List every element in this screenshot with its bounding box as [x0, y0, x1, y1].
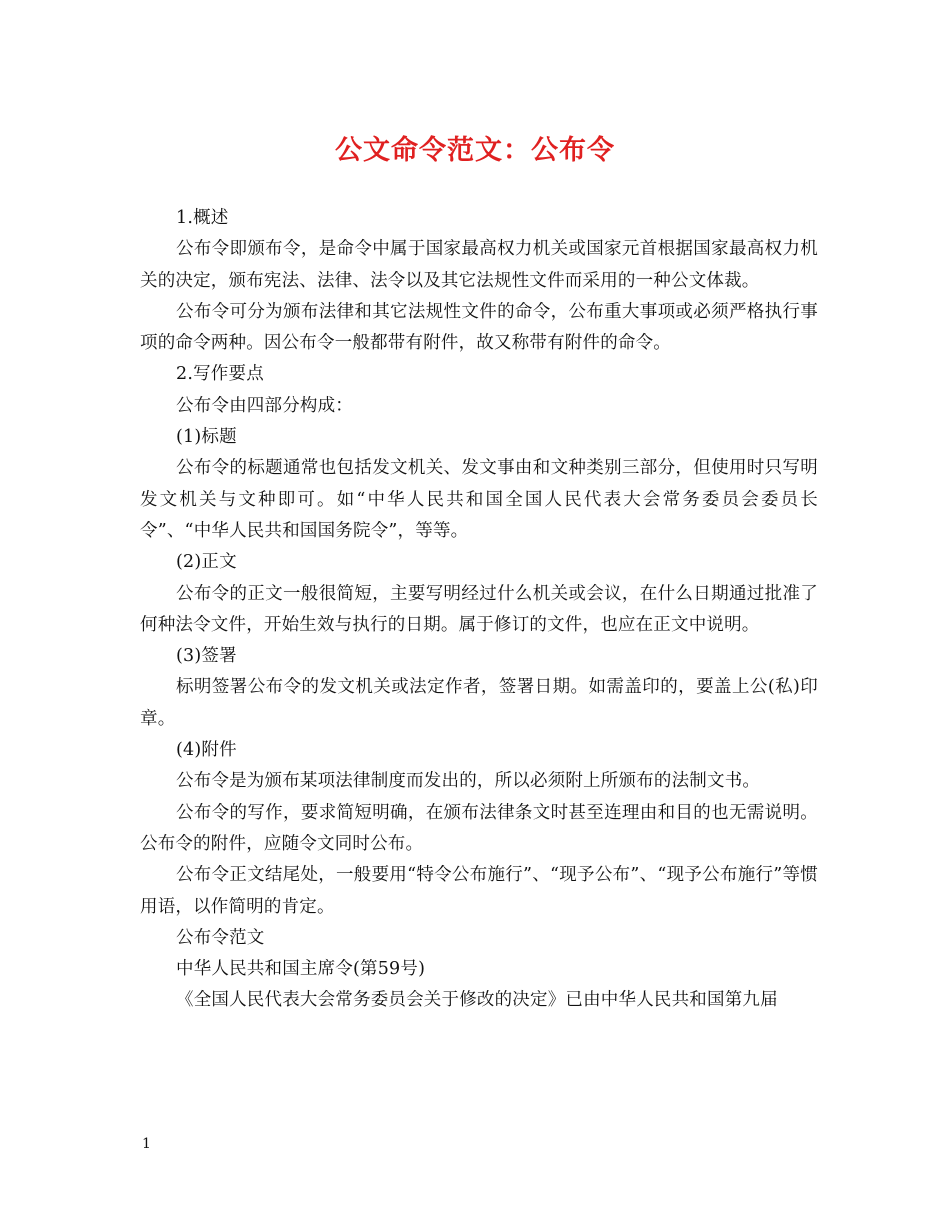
paragraph: 公布令正文结尾处，一般要用“特令公布施行”、“现予公布”、“现予公布施行”等惯用语，以作简明的肯定。 — [140, 865, 818, 917]
paragraph: 公布令由四部分构成： — [176, 395, 353, 416]
page-number: 1 — [142, 1136, 151, 1152]
paragraph: 公布令可分为颁布法律和其它法规性文件的命令，公布重大事项或必须严格执行事项的命令两种。因公布令一般都带有附件，故又称带有附件的命令。 — [140, 301, 818, 354]
subheading-signature: (3)签署 — [176, 646, 237, 667]
paragraph: 标明签署公布令的发文机关或法定作者，签署日期。如需盖印的，要盖上公(私)印章。 — [140, 677, 818, 729]
paragraph: 公布令的正文一般很简短，主要写明经过什么机关或会议，在什么日期通过批准了何种法令文件，开始生效与执行的日期。属于修订的文件，也应在正文中说明。 — [140, 583, 818, 635]
paragraph: 《全国人民代表大会常务委员会关于修改的决定》已由中华人民共和国第九届 — [176, 990, 778, 1011]
document-body — [140, 203, 818, 1017]
paragraph: 公布令即颁布令，是命令中属于国家最高权力机关或国家元首根据国家最高权力机关的决定，颁布宪法、法律、法令以及其它法规性文件而采用的一种公文体裁。 — [140, 239, 818, 291]
paragraph: 中华人民共和国主席令(第59号) — [176, 959, 426, 980]
paragraph: 公布令是为颁布某项法律制度而发出的，所以必须附上所颁布的法制文书。 — [176, 771, 761, 792]
subheading-attachment: (4)附件 — [176, 740, 237, 761]
paragraph: 公布令的写作，要求简短明确，在颁布法律条文时甚至连理由和目的也无需说明。公布令的附件，应随令文同时公布。 — [140, 802, 818, 854]
section-heading-sample: 公布令范文 — [176, 927, 265, 948]
subheading-title: (1)标题 — [176, 427, 237, 448]
document-title: 公文命令范文：公布令 — [335, 135, 615, 166]
section-heading-overview: 1.概述 — [176, 208, 229, 228]
paragraph: 公布令的标题通常也包括发文机关、发文事由和文种类别三部分，但使用时只写明发文机关与文种即可。如“中华人民共和国全国人民代表大会常务委员会委员长令”、“中华人民共和国国务院令”，等等。 — [140, 458, 818, 541]
subheading-body: (2)正文 — [176, 552, 237, 573]
section-heading-writing-points: 2.写作要点 — [176, 364, 264, 385]
